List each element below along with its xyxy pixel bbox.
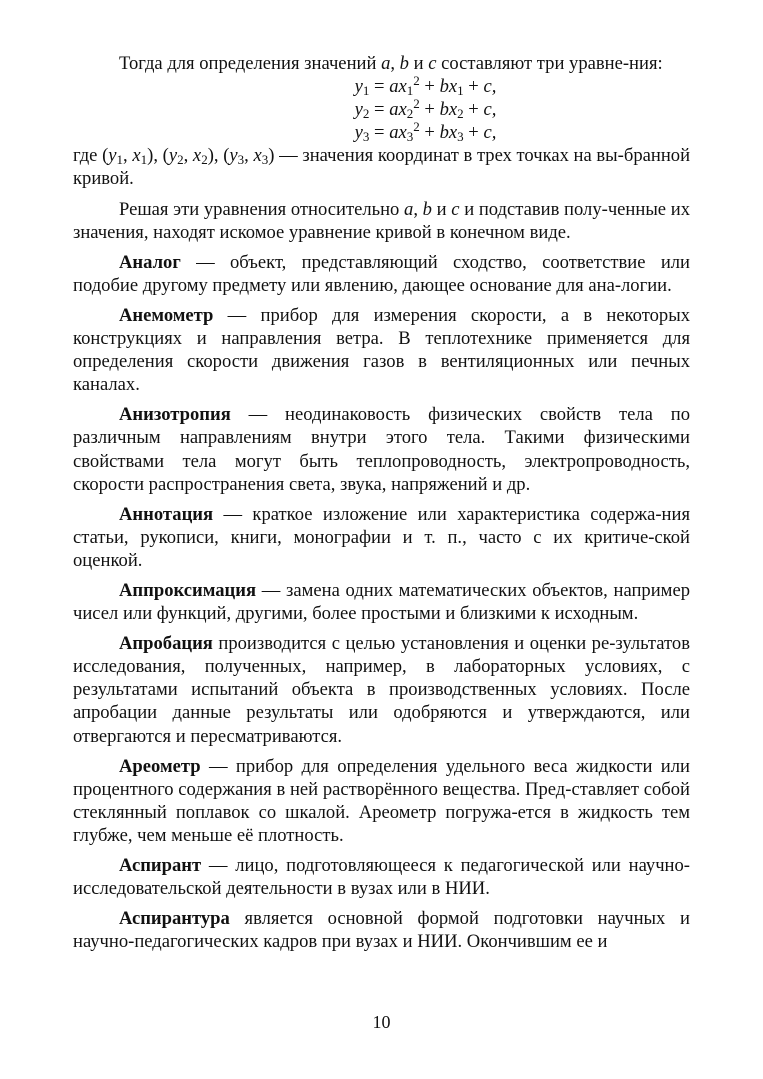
page-number: 10: [372, 1012, 391, 1032]
intro-text: составляют три уравне-ния:: [436, 53, 663, 74]
var-b: b: [399, 53, 409, 74]
var-c: c: [428, 53, 437, 74]
glossary-entry-anemometer: [73, 304, 690, 396]
entry-term: Аналог: [119, 251, 181, 273]
glossary-entry-approbation: [73, 632, 690, 747]
glossary-entry-aspirant: [73, 854, 690, 900]
entry-term: Аппроксимация: [119, 579, 257, 601]
glossary-entry-annotation: [73, 503, 690, 572]
where-paragraph: где ($y_1$, $x_1$), ($y_2$, $x_2$), ($y_3$, $x_3$) — значения координат в трех точках на вы-бранной кривой.: [73, 145, 691, 190]
intro-text: и: [408, 53, 429, 74]
var-a: a: [381, 53, 391, 74]
entry-definition: — объект, представляющий сходство, соответствие или подобие другому предмету или явлению, дающее основание для ана-логии.: [73, 251, 690, 296]
entry-term: Анизотропия: [119, 404, 231, 426]
equation-block: [73, 72, 690, 145]
entry-definition: является основной формой подготовки научных и научно-педагогических кадров при вузах и НИИ. Окончившим ее и: [73, 908, 690, 953]
solution-paragraph: Решая эти уравнения относительно a, b и c и подставив полу-ченные их значения, находят искомое уравнение кривой в конечном виде.: [73, 198, 690, 243]
entry-definition: — прибор для измерения скорости, а в некоторых конструкциях и направления ветра. В теплотехнике применяется для определения скорости движения газов в вентиляционных или печных каналах.: [73, 304, 690, 396]
intro-text: Тогда для определения значений: [119, 53, 382, 74]
entry-term: Ареометр: [119, 755, 201, 777]
entry-term: Аспирантура: [119, 908, 230, 930]
entry-term: Аннотация: [119, 503, 214, 525]
entry-term: Анемометр: [119, 304, 214, 326]
entry-term: Апробация: [119, 633, 213, 655]
entry-definition: — краткое изложение или характеристика содержа-ния статьи, рукописи, книги, монографии и т. п., часто с их критиче-ской оценкой.: [73, 503, 690, 571]
entry-definition: — лицо, подготовляющееся к педагогической или научно-исследовательской деятельности в вузах или в НИИ.: [73, 855, 690, 900]
glossary-entry-analog: [73, 251, 690, 297]
glossary-entry-approximation: [73, 579, 690, 625]
glossary-entry-aspirantura: [73, 907, 690, 953]
glossary-entry-anisotropy: [73, 403, 690, 495]
equation-2: $y_2 = ax_2^2 + bx_2 + c$,: [354, 96, 497, 122]
entry-definition: — замена одних математических объектов, например чисел или функций, другими, более простыми и близкими к исходным.: [73, 579, 690, 625]
intro-text: ,: [390, 53, 400, 74]
equation-1: $y_1 = ax_1^2 + bx_1 + c$,: [354, 72, 497, 98]
document-page: [73, 52, 690, 953]
entry-term: Аспирант: [119, 855, 202, 876]
entry-definition: производится с целью установления и оценки ре-зультатов исследования, полученных, например, в лабораторных условиях, с результатами испытаний объекта в производственных условиях. После апробации данные результаты или одобряются и утверждаются, или отвергаются и пересматриваются.: [73, 633, 690, 747]
entry-definition: — неодинаковость физических свойств тела по различным направлениям внутри этого тела. Такими физическими свойствами тела могут быть теплопроводность, электропроводность, скорости распространения света, звука, напряжений и др.: [73, 404, 690, 495]
intro-paragraph: [73, 52, 690, 75]
glossary-entry-areometer: [73, 755, 690, 847]
equation-3: $y_3 = ax_3^2 + bx_3 + c$,: [354, 119, 497, 145]
entry-definition: — прибор для определения удельного веса жидкости или процентного содержания в ней растворённого вещества. Пред-ставляет собой стеклянный поплавок со шкалой. Ареометр погружа-ется в жидкость тем глубже, чем меньше её плотность.: [73, 755, 690, 846]
